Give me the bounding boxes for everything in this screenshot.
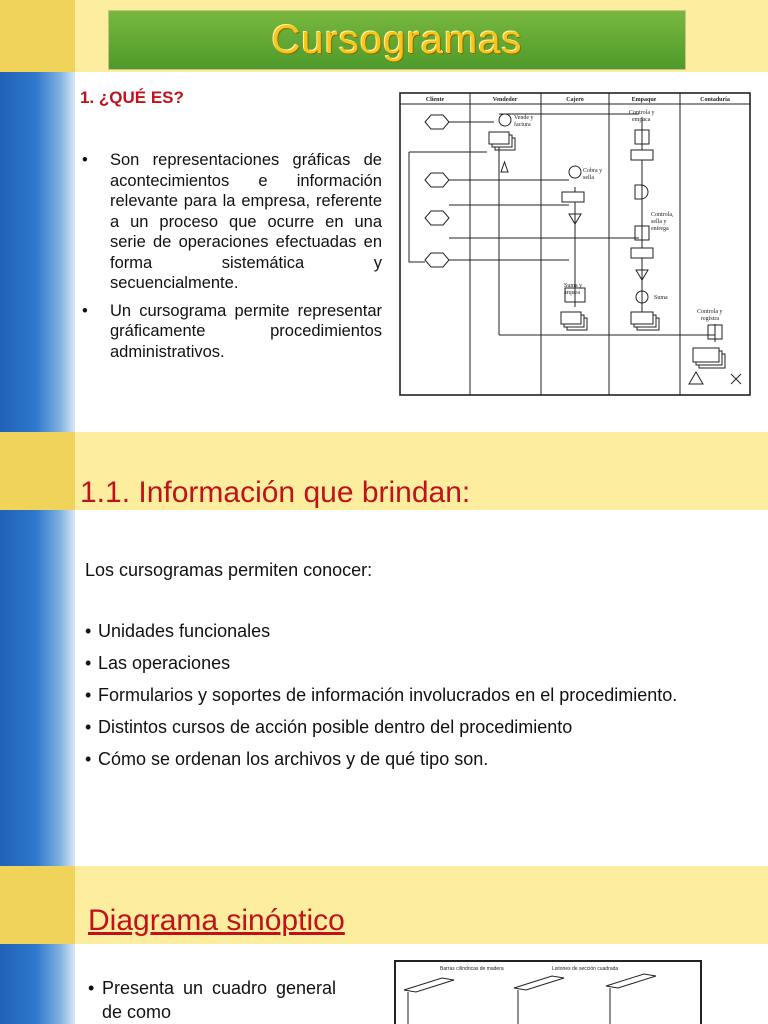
document-stack	[561, 312, 587, 330]
document-stack	[693, 348, 725, 368]
document-stack	[489, 132, 515, 150]
label-controla-sella-1: Controla,	[651, 212, 674, 218]
label-vende: Vende y	[514, 115, 534, 121]
label-factura: factura	[514, 122, 531, 128]
col-header-cliente: Cliente	[425, 97, 445, 103]
document-stack	[631, 312, 659, 330]
info-item: • Distintos cursos de acción posible dentro del procedimiento	[85, 716, 725, 738]
section-heading: Diagrama sinóptico	[88, 904, 345, 937]
definition-list	[80, 150, 382, 369]
definition-item: • Un cursograma permite representar gráficamente procedimientos administrativos.	[80, 301, 382, 363]
wood-bar	[404, 978, 454, 992]
label-sella: sella	[583, 175, 594, 181]
wood-bar	[514, 976, 564, 990]
definition-item: • Son representaciones gráficas de acontecimientos e información relevante para la empresa, referente a un proceso que ocurre en una serie de operaciones efectuadas en forma sistemática y secuencialmente.	[80, 150, 382, 294]
col-header-empaque: Empaque	[631, 97, 657, 103]
label-controla-y: Controla y	[629, 110, 655, 116]
col-header-contaduria: Contaduría	[700, 97, 730, 103]
info-item: • Las operaciones	[85, 652, 725, 674]
label-controla-sella-3: entrega	[651, 226, 669, 232]
operation-circle	[499, 114, 511, 126]
archive-triangle	[689, 372, 703, 384]
intro-text: Los cursogramas permiten conocer:	[85, 560, 373, 580]
operation-circle	[569, 166, 581, 178]
cursograma-figure	[399, 92, 751, 396]
label-suma: Suma	[654, 295, 668, 301]
sinoptico-list	[88, 976, 336, 1024]
info-list	[85, 620, 725, 780]
label-controla-registra-2: registra	[701, 316, 719, 322]
sidebar-top-decoration	[0, 0, 75, 72]
label-controla-sella-2: sella y	[651, 219, 667, 225]
document-box	[631, 150, 653, 160]
archive-triangle	[501, 162, 508, 172]
label-arquea: arquea	[564, 290, 580, 296]
sinoptico-figure	[394, 960, 702, 1024]
wood-bar	[606, 974, 656, 988]
col-header-vendedor: Vendedor	[492, 97, 518, 103]
title-banner	[108, 10, 686, 70]
label-suma-y: Suma y	[564, 283, 583, 289]
section-question: 1. ¿QUÉ ES?	[80, 88, 184, 107]
label-empaca: empaca	[632, 117, 651, 123]
sidebar-top-decoration	[0, 432, 75, 510]
client-hexagons	[425, 115, 449, 267]
label-controla-registra-1: Controla y	[697, 309, 723, 315]
info-item: • Formularios y soportes de información involucrados en el procedimiento.	[85, 684, 725, 706]
slide-title: Cursogramas	[271, 17, 523, 62]
sidebar-top-decoration	[0, 866, 75, 944]
flow-lines	[409, 114, 715, 342]
document-box	[631, 248, 653, 258]
destroy-mark	[731, 374, 741, 384]
info-item: • Unidades funcionales	[85, 620, 725, 642]
sinoptico-item: • Presenta un cuadro general de como	[88, 976, 336, 1024]
diagram-label: Barras cilíndricas de madera	[440, 966, 504, 972]
col-header-cajero: Cajero	[566, 97, 584, 103]
diagram-label: Listones de sección cuadrada	[552, 966, 619, 972]
section-heading: 1.1. Información que brindan:	[80, 476, 471, 509]
info-item: • Cómo se ordenan los archivos y de qué tipo son.	[85, 748, 725, 770]
label-cobra: Cobra y	[583, 168, 603, 174]
document-box	[562, 192, 584, 202]
